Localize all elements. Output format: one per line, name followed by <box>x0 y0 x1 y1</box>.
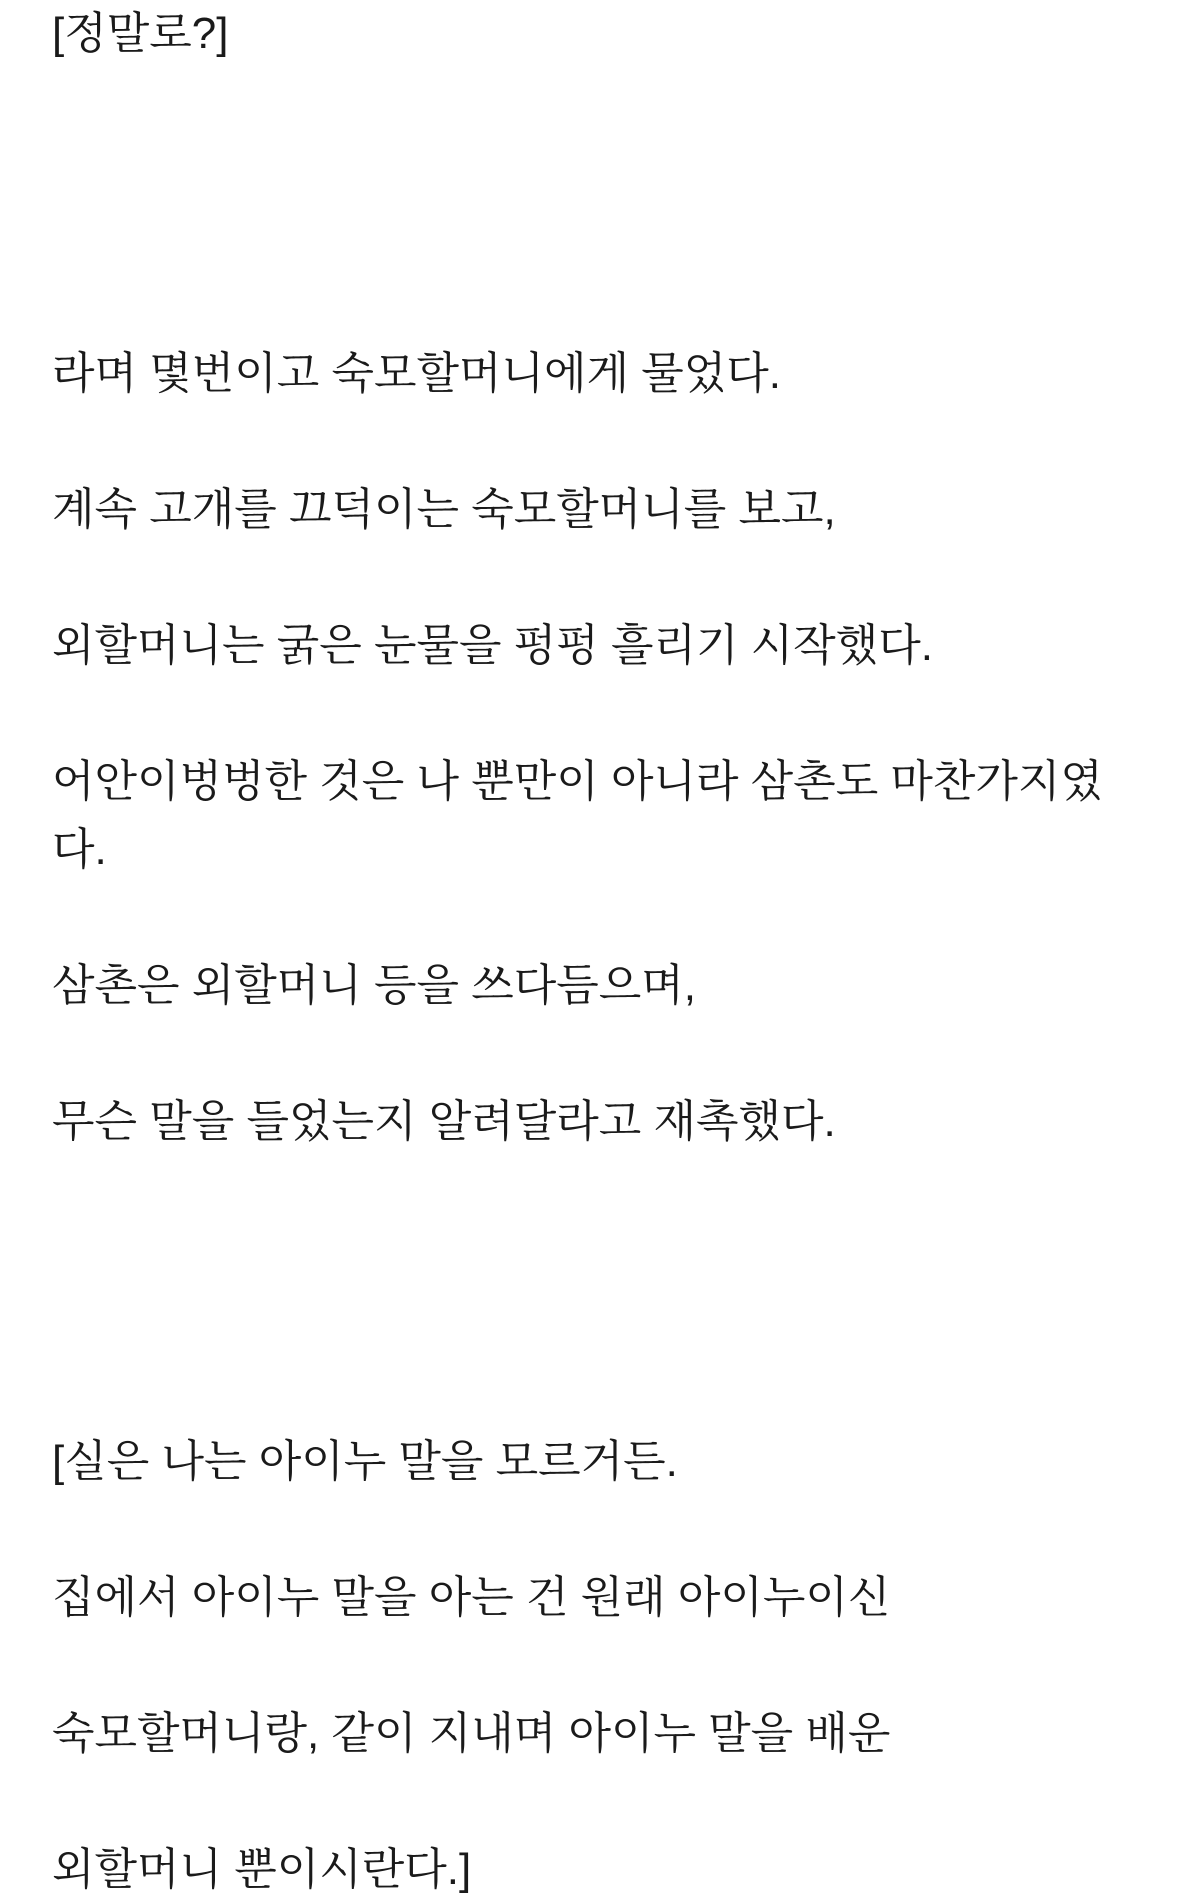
paragraph-bracket-quote-open: [정말로?] <box>52 9 229 58</box>
paragraph: 라며 몇번이고 숙모할머니에게 물었다. <box>52 349 781 398</box>
paragraph: 무슨 말을 들었는지 알려달라고 재촉했다. <box>52 1097 836 1146</box>
paragraph-bracket-quote-start: [실은 나는 아이누 말을 모르거든. <box>52 1437 678 1486</box>
paragraph: 계속 고개를 끄덕이는 숙모할머니를 보고, <box>52 485 836 534</box>
paragraph-bracket-quote-line: 집에서 아이누 말을 아는 건 원래 아이누이신 <box>52 1573 891 1622</box>
paragraph: 외할머니는 굵은 눈물을 펑펑 흘리기 시작했다. <box>52 621 933 670</box>
paragraph-bracket-quote-end: 외할머니 뿐이시란다.] <box>52 1845 472 1894</box>
paragraph-bracket-quote-line: 숙모할머니랑, 같이 지내며 아이누 말을 배운 <box>52 1709 891 1758</box>
paragraph: 삼촌은 외할머니 등을 쓰다듬으며, <box>52 961 696 1010</box>
paragraph: 어안이벙벙한 것은 나 뿐만이 아니라 삼촌도 마찬가지였다. <box>52 757 1103 874</box>
